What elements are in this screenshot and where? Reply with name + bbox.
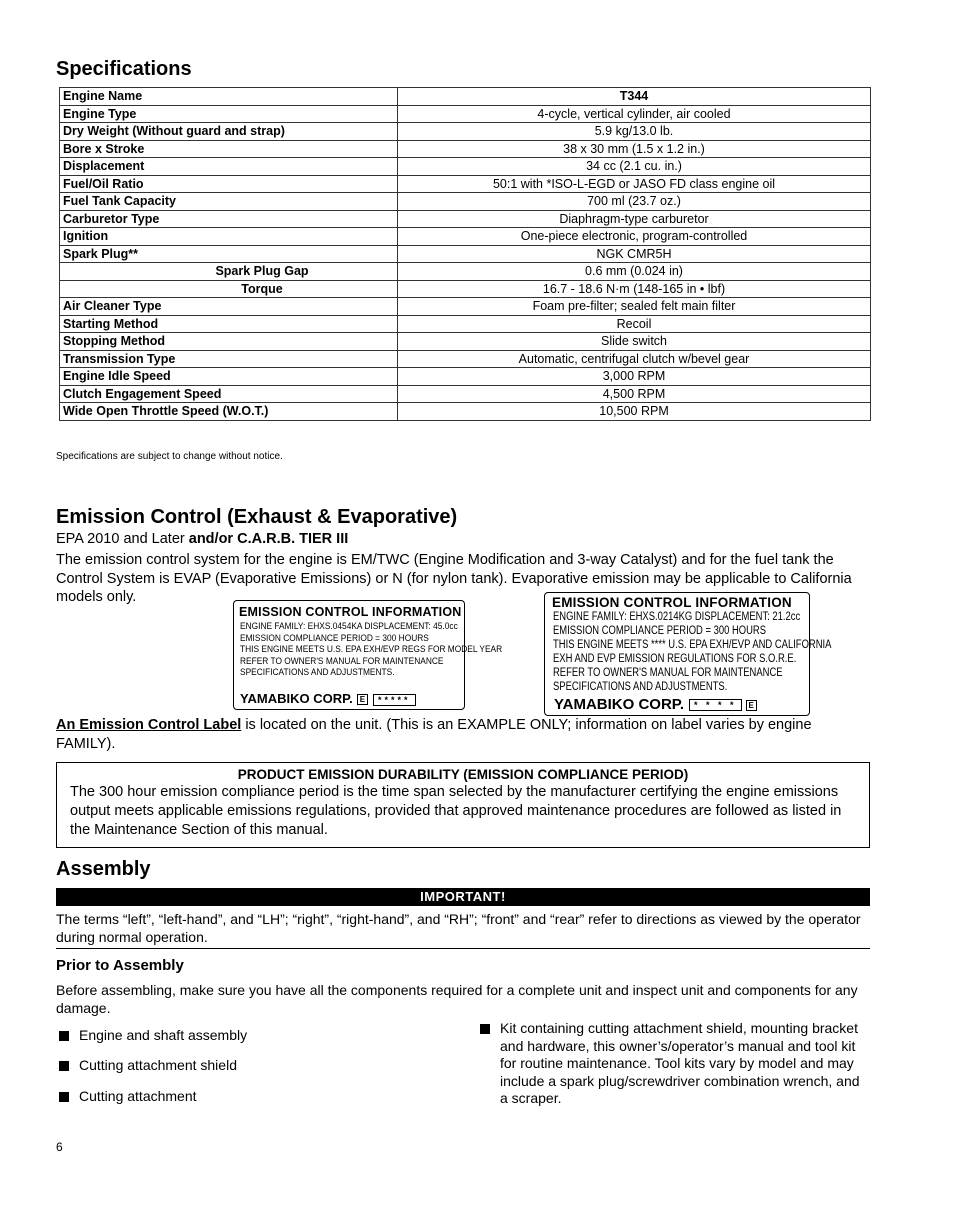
specifications-note: Specifications are subject to change without notice. (56, 451, 283, 462)
specifications-table-body (60, 88, 871, 421)
label-line: THIS ENGINE MEETS **** U.S. EPA EXH/EVP AND CALIFORNIA (553, 639, 832, 651)
spec-name: Bore x Stroke (60, 140, 398, 158)
spec-row (60, 123, 871, 141)
spec-name: Displacement (60, 158, 398, 176)
spec-value: 38 x 30 mm (1.5 x 1.2 in.) (398, 140, 871, 158)
prior-to-assembly-text: Before assembling, make sure you have all the components required for a complete unit and inspect unit and components for any damage. (56, 982, 858, 1016)
spec-value: Diaphragm-type carburetor (398, 210, 871, 228)
spec-row (60, 298, 871, 316)
spec-value: Foam pre-filter; sealed felt main filter (398, 298, 871, 316)
spec-name: Carburetor Type (60, 210, 398, 228)
label-corp-line (240, 691, 416, 706)
spec-value: NGK CMR5H (398, 245, 871, 263)
spec-value: 4-cycle, vertical cylinder, air cooled (398, 105, 871, 123)
emission-label-reference: An Emission Control Label (56, 717, 242, 733)
spec-row (60, 88, 871, 106)
important-text: The terms “left”, “left-hand”, and “LH”; “right”, “right-hand”, and “RH”; “front” and “rear” refer to directions as viewed by the operator during normal operation. (56, 911, 861, 945)
durability-body: The 300 hour emission compliance period is the time span selected by the manufacturer certifying the engine emissions output meets applicable emissions regulations, provided that approved maintenance procedures are followed as listed in the Maintenance Section of this manual. (70, 784, 842, 838)
spec-name: Dry Weight (Without guard and strap) (60, 123, 398, 141)
spec-row (60, 280, 871, 298)
label-caption (56, 716, 856, 754)
spec-row (60, 245, 871, 263)
spec-row (60, 368, 871, 386)
component-list-item (59, 1088, 197, 1106)
emission-control-heading: Emission Control (Exhaust & Evaporative) (56, 506, 458, 528)
spec-row (60, 403, 871, 421)
emission-label-example-right (544, 592, 832, 716)
spec-value: 5.9 kg/13.0 lb. (398, 123, 871, 141)
spec-row (60, 140, 871, 158)
spec-name: Fuel/Oil Ratio (60, 175, 398, 193)
spec-name: Ignition (60, 228, 398, 246)
label-corp: YAMABIKO CORP. (554, 696, 685, 713)
spec-name: Spark Plug** (60, 245, 398, 263)
square-bullet-icon (480, 1024, 490, 1034)
spec-name: Wide Open Throttle Speed (W.O.T.) (60, 403, 398, 421)
label-title: EMISSION CONTROL INFORMATION (552, 595, 792, 610)
label-title: EMISSION CONTROL INFORMATION (239, 605, 462, 619)
spec-value: Slide switch (398, 333, 871, 351)
spec-name: Air Cleaner Type (60, 298, 398, 316)
label-line: SPECIFICATIONS AND ADJUSTMENTS. (240, 667, 395, 678)
spec-value: 16.7 - 18.6 N·m (148-165 in • lbf) (398, 280, 871, 298)
spec-value: 34 cc (2.1 cu. in.) (398, 158, 871, 176)
spec-row (60, 385, 871, 403)
label-line: ENGINE FAMILY: EHXS.0214KG DISPLACEMENT: 21.2cc (553, 611, 801, 623)
durability-title: PRODUCT EMISSION DURABILITY (EMISSION COMPLIANCE PERIOD) (237, 767, 689, 782)
important-banner: IMPORTANT! (56, 888, 870, 906)
component-list-item (59, 1057, 237, 1075)
spec-row (60, 315, 871, 333)
label-corp: YAMABIKO CORP. (240, 691, 353, 706)
label-line: EMISSION COMPLIANCE PERIOD = 300 HOURS (553, 625, 767, 637)
spec-name: Fuel Tank Capacity (60, 193, 398, 211)
spec-row (60, 158, 871, 176)
component-label: Engine and shaft assembly (79, 1027, 248, 1043)
spec-name: Torque (60, 280, 398, 298)
spec-row (60, 350, 871, 368)
spec-name: Engine Name (60, 88, 398, 106)
emission-description: The emission control system for the engine is EM/TWC (Engine Modification and 3-way Catalyst) and for the fuel tank the Control System is EVAP (Evaporative Emissions) or N (for nylon tank). Evaporative emission may be applicable to California models only. (56, 552, 852, 605)
spec-row (60, 263, 871, 281)
label-line: EXH AND EVP EMISSION REGULATIONS FOR S.O.R.E. (553, 653, 797, 665)
spec-value: 10,500 RPM (398, 403, 871, 421)
spec-value: 3,000 RPM (398, 368, 871, 386)
epa-compliance-line (56, 531, 348, 547)
spec-row (60, 228, 871, 246)
square-bullet-icon (59, 1031, 69, 1041)
assembly-heading: Assembly (56, 858, 151, 880)
carb-tier: and/or C.A.R.B. TIER III (188, 531, 349, 547)
caption-text: is located on the unit. (This is an EXAMPLE ONLY; information on label varies by engine FAMILY). (56, 717, 812, 752)
spec-value: Automatic, centrifugal clutch w/bevel gear (398, 350, 871, 368)
component-label: Cutting attachment (79, 1088, 197, 1104)
component-label: Kit containing cutting attachment shield, mounting bracket and hardware, this owner’s/operator’s manual and tool kit for routine maintenance. Tool kits vary by model and may include a spark plug/screwdriver combination wrench, and a scraper. (500, 1020, 860, 1106)
spec-row (60, 193, 871, 211)
spec-row (60, 105, 871, 123)
divider (56, 948, 870, 949)
specifications-heading: Specifications (56, 58, 192, 80)
spec-name: Engine Idle Speed (60, 368, 398, 386)
specifications-table (59, 87, 871, 421)
square-bullet-icon (59, 1061, 69, 1071)
durability-box (56, 762, 870, 848)
label-line: SPECIFICATIONS AND ADJUSTMENTS. (553, 681, 728, 693)
label-line: EMISSION COMPLIANCE PERIOD = 300 HOURS (240, 632, 429, 644)
component-list-item (59, 1027, 247, 1045)
spec-value: 0.6 mm (0.024 in) (398, 263, 871, 281)
label-corp-line (554, 696, 757, 713)
spec-value: T344 (398, 88, 871, 106)
spec-value: 700 ml (23.7 oz.) (398, 193, 871, 211)
spec-name: Spark Plug Gap (60, 263, 398, 281)
spec-name: Stopping Method (60, 333, 398, 351)
square-bullet-icon (59, 1092, 69, 1102)
e-mark-icon: E (357, 694, 368, 705)
page-number: 6 (56, 1140, 63, 1154)
spec-value: 4,500 RPM (398, 385, 871, 403)
spec-row (60, 210, 871, 228)
prior-to-assembly-heading: Prior to Assembly (56, 957, 184, 974)
spec-name: Engine Type (60, 105, 398, 123)
star-rating: ***** (373, 694, 416, 706)
star-rating: * * * * (689, 699, 742, 711)
e-mark-icon: E (746, 700, 757, 711)
spec-row (60, 333, 871, 351)
spec-value: Recoil (398, 315, 871, 333)
spec-name: Clutch Engagement Speed (60, 385, 398, 403)
spec-value: One-piece electronic, program-controlled (398, 228, 871, 246)
label-line: REFER TO OWNER'S MANUAL FOR MAINTENANCE (240, 655, 444, 667)
label-line: ENGINE FAMILY: EHXS.0454KA DISPLACEMENT: 45.0cc (240, 621, 458, 632)
spec-name: Transmission Type (60, 350, 398, 368)
component-label: Cutting attachment shield (79, 1057, 237, 1073)
epa-prefix: EPA 2010 and Later (56, 531, 189, 547)
label-line: REFER TO OWNER'S MANUAL FOR MAINTENANCE (553, 667, 783, 679)
spec-name: Starting Method (60, 315, 398, 333)
spec-value: 50:1 with *ISO-L-EGD or JASO FD class engine oil (398, 175, 871, 193)
label-line: THIS ENGINE MEETS U.S. EPA EXH/EVP REGS FOR MODEL YEAR (240, 644, 503, 655)
spec-row (60, 175, 871, 193)
component-list-item (480, 1020, 865, 1108)
emission-label-example-left (233, 600, 503, 710)
